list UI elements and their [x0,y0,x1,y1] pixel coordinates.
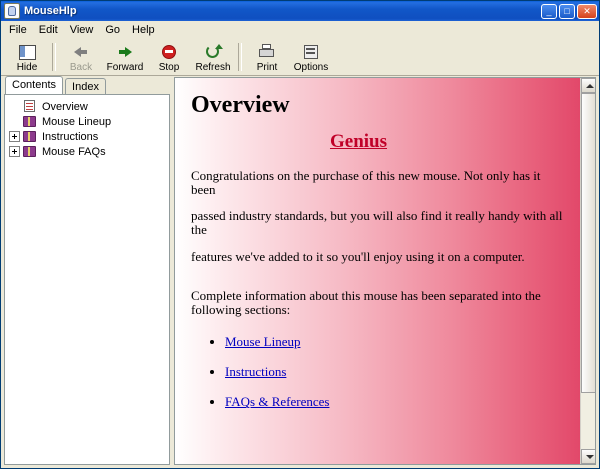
scroll-up-button[interactable] [581,78,596,93]
forward-arrow-icon [116,43,134,61]
menu-help[interactable]: Help [132,24,155,36]
menu-file[interactable]: File [9,24,27,36]
minimize-button[interactable]: _ [541,4,557,19]
options-button[interactable] [289,41,333,75]
topic-pane [174,77,596,465]
title-bar [1,1,599,21]
book-icon [23,146,38,158]
link-instructions[interactable]: Instructions [225,364,287,380]
tree-expander-icon[interactable] [9,146,20,157]
tree-expander-icon[interactable] [9,131,20,142]
menu-view[interactable]: View [69,24,94,36]
navigation-pane [4,77,170,465]
scroll-down-button[interactable] [581,449,596,464]
stop-button-label: Stop [158,62,180,73]
refresh-icon [204,43,222,61]
toolbar [1,40,599,76]
hide-button[interactable] [5,41,49,75]
print-button[interactable] [245,41,289,75]
tree-item-label: Overview [42,100,88,113]
hide-button-label: Hide [16,62,38,73]
back-arrow-icon [72,43,90,61]
topic-vertical-scrollbar[interactable] [580,78,595,464]
book-icon [23,131,38,143]
topic-heading: Overview [191,92,290,118]
window-body [2,77,598,467]
tree-item-mouse-lineup[interactable] [7,114,169,129]
topic-link-list [191,334,566,410]
tree-item-label: Instructions [42,130,99,143]
print-button-label: Print [256,62,278,73]
topic-content [175,78,580,464]
scroll-thumb[interactable] [581,93,596,393]
forward-button[interactable] [103,41,147,75]
tree-expander-placeholder [9,116,20,127]
contents-tree[interactable] [4,94,170,465]
back-button[interactable] [59,41,103,75]
topic-paragraph-2: passed industry standards, but you will also find it really handy with all the [191,208,563,237]
caption-buttons [541,4,597,19]
link-faqs-references[interactable]: FAQs & References [225,394,330,410]
link-mouse-lineup[interactable]: Mouse Lineup [225,334,301,350]
tree-item-label: Mouse Lineup [42,115,112,128]
toolbar-separator-2 [238,43,242,71]
back-button-label: Back [69,62,93,73]
nav-tabs [4,77,170,94]
maximize-button[interactable]: □ [559,4,575,19]
hide-pane-icon [18,43,36,61]
options-button-label: Options [293,62,329,73]
options-icon [302,43,320,61]
stop-button[interactable] [147,41,191,75]
window-title: MouseHlp [24,5,77,17]
tree-item-label: Mouse FAQs [42,145,106,158]
tree-item-instructions[interactable] [7,129,169,144]
topic-paragraph-3: features we've added to it so you'll enjoy using it on a computer. [191,248,525,264]
brand-title: Genius [329,131,388,152]
list-item [225,334,566,350]
list-item [225,364,566,380]
tree-item-overview[interactable] [7,99,169,114]
tree-item-mouse-faqs[interactable] [7,144,169,159]
refresh-button[interactable] [191,41,235,75]
page-icon [23,100,38,113]
topic-paragraph-4: Complete information about this mouse has been separated into the following sections: [191,288,541,317]
help-book-icon [4,3,20,19]
stop-icon [160,43,178,61]
list-item [225,394,566,410]
printer-icon [258,43,276,61]
close-button[interactable]: ✕ [577,4,597,19]
book-icon [23,116,38,128]
toolbar-separator-1 [52,43,56,71]
topic-paragraph-1: Congratulations on the purchase of this new mouse. Not only has it been [191,168,541,197]
menu-bar [1,21,599,40]
refresh-button-label: Refresh [195,62,231,73]
forward-button-label: Forward [106,62,144,73]
tab-contents[interactable]: Contents [5,76,63,94]
menu-edit[interactable]: Edit [38,24,58,36]
tree-expander-placeholder [9,101,20,112]
tab-index[interactable]: Index [65,78,106,95]
menu-go[interactable]: Go [105,24,121,36]
